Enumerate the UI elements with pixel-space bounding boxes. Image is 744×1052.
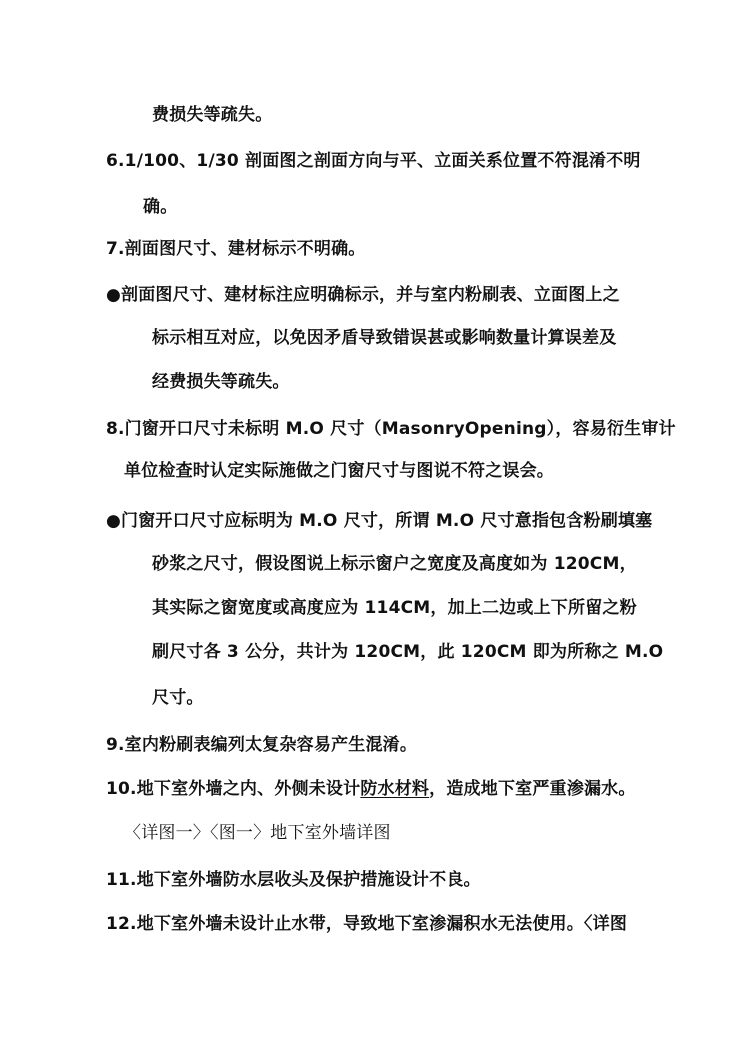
text-line: 12.地下室外墙未设计止水带，导致地下室渗漏积水无法使用。〈详图 bbox=[106, 914, 628, 934]
text-line: 8.门窗开口尺寸未标明 M.O 尺寸（MasonryOpening），容易衍生审计 bbox=[106, 419, 676, 439]
text-line: 单位检查时认定实际施做之门窗尺寸与图说不符之误会。 bbox=[124, 461, 554, 481]
text-segment: 10.地下室外墙之内、外侧未设计 bbox=[106, 779, 361, 799]
text-line: 9.室内粉刷表编列太复杂容易产生混淆。 bbox=[106, 735, 418, 755]
text-line: 确。 bbox=[143, 197, 178, 217]
text-line: 尺寸。 bbox=[152, 688, 204, 708]
underlined-term: 防水材料 bbox=[360, 779, 430, 799]
text-line: 11.地下室外墙防水层收头及保护措施设计不良。 bbox=[106, 870, 481, 890]
figure-reference: 〈详图一〉〈图一〉地下室外墙详图 bbox=[124, 823, 391, 843]
text-line bbox=[106, 778, 636, 800]
text-line: 标示相互对应，以免因矛盾导致错误甚或影响数量计算误差及 bbox=[152, 328, 617, 348]
text-line: ●剖面图尺寸、建材标注应明确标示，并与室内粉刷表、立面图上之 bbox=[106, 285, 620, 305]
text-line: 经费损失等疏失。 bbox=[152, 372, 290, 392]
text-line: 费损失等疏失。 bbox=[152, 105, 273, 125]
text-line: 刷尺寸各 3 公分，共计为 120CM，此 120CM 即为所称之 M.O bbox=[152, 642, 664, 662]
text-line: 砂浆之尺寸，假设图说上标示窗户之宽度及高度如为 120CM， bbox=[152, 554, 637, 574]
text-line: 6.1/100、1/30 剖面图之剖面方向与平、立面关系位置不符混淆不明 bbox=[106, 151, 641, 171]
text-line: 其实际之窗宽度或高度应为 114CM，加上二边或上下所留之粉 bbox=[152, 598, 637, 618]
text-line: 7.剖面图尺寸、建材标示不明确。 bbox=[106, 239, 366, 259]
text-line: ●门窗开口尺寸应标明为 M.O 尺寸，所谓 M.O 尺寸意指包含粉刷填塞 bbox=[106, 511, 653, 531]
text-segment: ，造成地下室严重渗漏水。 bbox=[429, 779, 636, 799]
